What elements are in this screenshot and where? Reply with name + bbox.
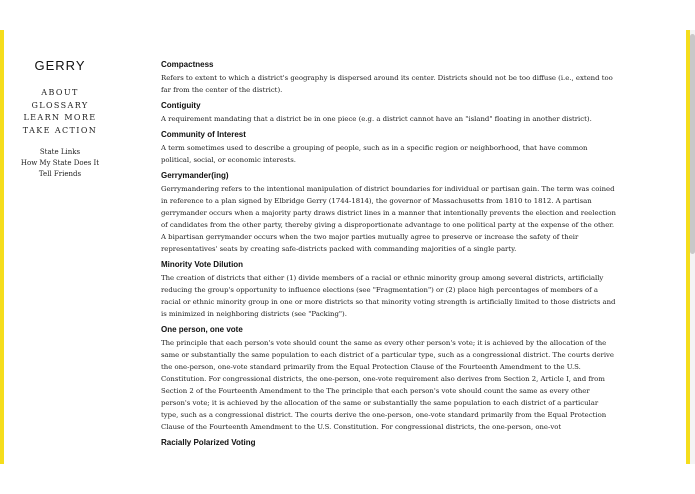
link-how-my-state-does-it[interactable]: How My State Does It bbox=[20, 159, 100, 167]
glossary-entry bbox=[161, 101, 617, 125]
main-nav bbox=[18, 87, 102, 137]
glossary-term: Community of Interest bbox=[161, 130, 246, 139]
link-state-links[interactable]: State Links bbox=[39, 148, 81, 156]
nav-take-action[interactable]: TAKE ACTION bbox=[22, 125, 98, 135]
glossary-list bbox=[161, 60, 617, 450]
bottom-margin bbox=[0, 464, 695, 494]
glossary-term: One person, one vote bbox=[161, 325, 243, 334]
glossary-definition: Refers to extent to which a district's geography is dispersed around its center. Districts should not be too diffuse (i.e., extend too far from the center of the district). bbox=[161, 74, 613, 94]
glossary-definition: The creation of districts that either (1) divide members of a racial or ethnic minority group among several districts, artificially reducing the group's opportunity to influence elections (see "Fragmentation") or (2) place high percentages of members of a racial or ethnic minority group in one or more districts so that minority voting strength is artificially limited to those districts and is minimized in neighboring districts (see "Packing"). bbox=[161, 274, 616, 318]
glossary-entry bbox=[161, 171, 617, 255]
sidebar bbox=[18, 58, 102, 180]
glossary-entry bbox=[161, 60, 617, 96]
nav-glossary[interactable]: GLOSSARY bbox=[31, 100, 89, 110]
secondary-nav bbox=[18, 147, 102, 180]
glossary-definition: The principle that each person's vote should count the same as every other person's vote; it is achieved by the allocation of the same or substantially the same population to each district of a particular type, such as a congressional district. The courts derive the one-person, one-vote standard primarily from the Equal Protection Clause of the Fourteenth Amendment to the U.S. Constitution. For congressional districts, the one-person, one-vote requirement also derives from Section 2, Article I, and from Section 2 of the Fourteenth Amendment to the The principle that each person's vote should count the same as every other person's vote; it is achieved by the allocation of the same or substantially the same population to each district of a particular type, such as a congressional district. The courts derive the one-person, one-vote standard primarily from the Equal Protection Clause of the Fourteenth Amendment to the U.S. Constitution. For congressional districts, the one-person, one-vot bbox=[161, 339, 615, 431]
page-viewport bbox=[4, 30, 686, 464]
glossary-definition: A requirement mandating that a district be in one piece (e.g. a district cannot have an "island" floating in another district). bbox=[161, 115, 592, 123]
nav-learn-more[interactable]: LEARN MORE bbox=[23, 113, 97, 122]
scrollbar-thumb[interactable] bbox=[690, 34, 695, 254]
glossary-definition: A term sometimes used to describe a grouping of people, such as in a specific region or neighborhood, that have common political, social, or economic interests. bbox=[161, 144, 588, 164]
site-logo[interactable]: GERRY bbox=[34, 58, 86, 73]
glossary-definition: Gerrymandering refers to the intentional manipulation of district boundaries for individual or partisan gain. The term was coined in reference to a plan signed by Elbridge Gerry (1744-1814), the governor of Massachusetts from 1810 to 1812. A partisan gerrymander occurs when a majority party draws district lines in a manner that intentionally prevents the election and reelection of candidates from the other party, thereby giving a disproportionate advantage to one political party at the expense of the other. A bipartisan gerrymander occurs when the two major parties mutually agree to preserve or increase the safety of their representatives' seats by creating safe-districts packed with commanding majorities of a single party. bbox=[161, 185, 616, 253]
glossary-entry bbox=[161, 438, 617, 447]
glossary-term: Racially Polarized Voting bbox=[161, 438, 256, 447]
glossary-entry bbox=[161, 260, 617, 320]
glossary-entry bbox=[161, 130, 617, 166]
glossary-term: Gerrymander(ing) bbox=[161, 171, 229, 180]
glossary-term: Minority Vote Dilution bbox=[161, 260, 244, 269]
link-tell-friends[interactable]: Tell Friends bbox=[38, 170, 82, 178]
nav-about[interactable]: ABOUT bbox=[41, 88, 79, 97]
glossary-entry bbox=[161, 325, 617, 433]
glossary-term: Compactness bbox=[161, 60, 214, 69]
top-margin bbox=[0, 0, 695, 30]
glossary-term: Contiguity bbox=[161, 101, 201, 110]
